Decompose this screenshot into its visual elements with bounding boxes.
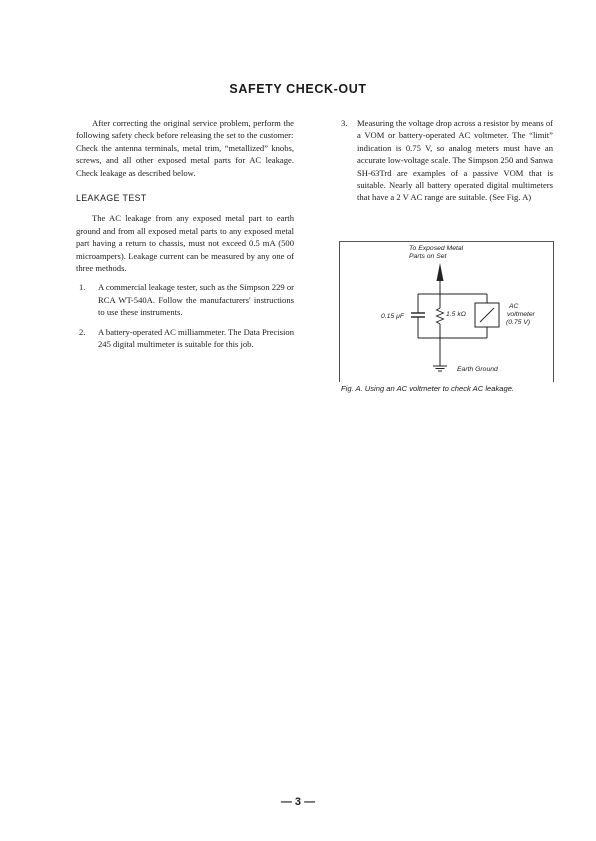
meter-label-line1: AC <box>509 303 519 310</box>
list-text: A commercial leakage tester, such as the Simpson 229 or RCA WT-540A. Follow the manufacturers' instructions to use these instruments. <box>98 282 294 318</box>
list-text: Measuring the voltage drop across a resistor by means of a VOM or battery-operated AC voltmeter. The “limit” indication is 0.75 V, so analog meters must have an accurate low-voltage scale. The Simpson 250 and Sanwa SH-63Trd are examples of a passive VOM that is suitable. Nearly all battery operated digital multimeters that have a 2 V AC range are suitable. (See Fig. A) <box>357 118 553 203</box>
resistor-label: 1.5 kΩ <box>446 311 466 318</box>
top-label-line2: Parts on Set <box>409 253 447 260</box>
right-column <box>341 117 553 204</box>
list-item <box>76 326 294 351</box>
list-number: 1. <box>79 282 86 293</box>
intro-paragraph: After correcting the original service problem, perform the following safety check before releasing the set to the customer: <box>76 118 294 141</box>
arrow-up-icon <box>437 263 444 281</box>
figure-caption: Fig. A. Using an AC voltmeter to check AC leakage. <box>341 384 515 393</box>
leakage-paragraph: The AC leakage from any exposed metal part to earth ground and from all exposed metal parts to any exposed metal part having a return to chassis, must not exceed 0.5 mA (500 microampers). Leakage current can be measured by any one of three methods. <box>76 213 294 274</box>
ground-label: Earth Ground <box>457 366 498 373</box>
capacitor-label: 0.15 μF <box>381 313 404 320</box>
list-item <box>76 281 294 318</box>
voltmeter-needle <box>480 308 494 322</box>
list-number: 2. <box>79 326 86 337</box>
list-item <box>341 117 553 204</box>
check-paragraph: Check the antenna terminals, metal trim, “metallized” knobs, screws, and all other exposed metal parts for AC leakage. Check leakage as described below. <box>76 142 294 178</box>
leakage-test-heading: LEAKAGE TEST <box>76 193 147 204</box>
list-number: 3. <box>341 118 348 128</box>
left-column <box>76 117 294 351</box>
figure-a <box>339 241 554 396</box>
page-number: — 3 — <box>280 796 316 808</box>
top-label-line1: To Exposed Metal <box>409 245 464 252</box>
page-title: SAFETY CHECK-OUT <box>229 82 367 96</box>
resistor-zigzag <box>437 308 444 324</box>
meter-label-line3: (0.75 V) <box>506 319 531 326</box>
meter-label-line2: voltmeter <box>507 311 535 318</box>
list-text: A battery-operated AC milliammeter. The Data Precision 245 digital multimeter is suitable for this job. <box>98 326 294 350</box>
